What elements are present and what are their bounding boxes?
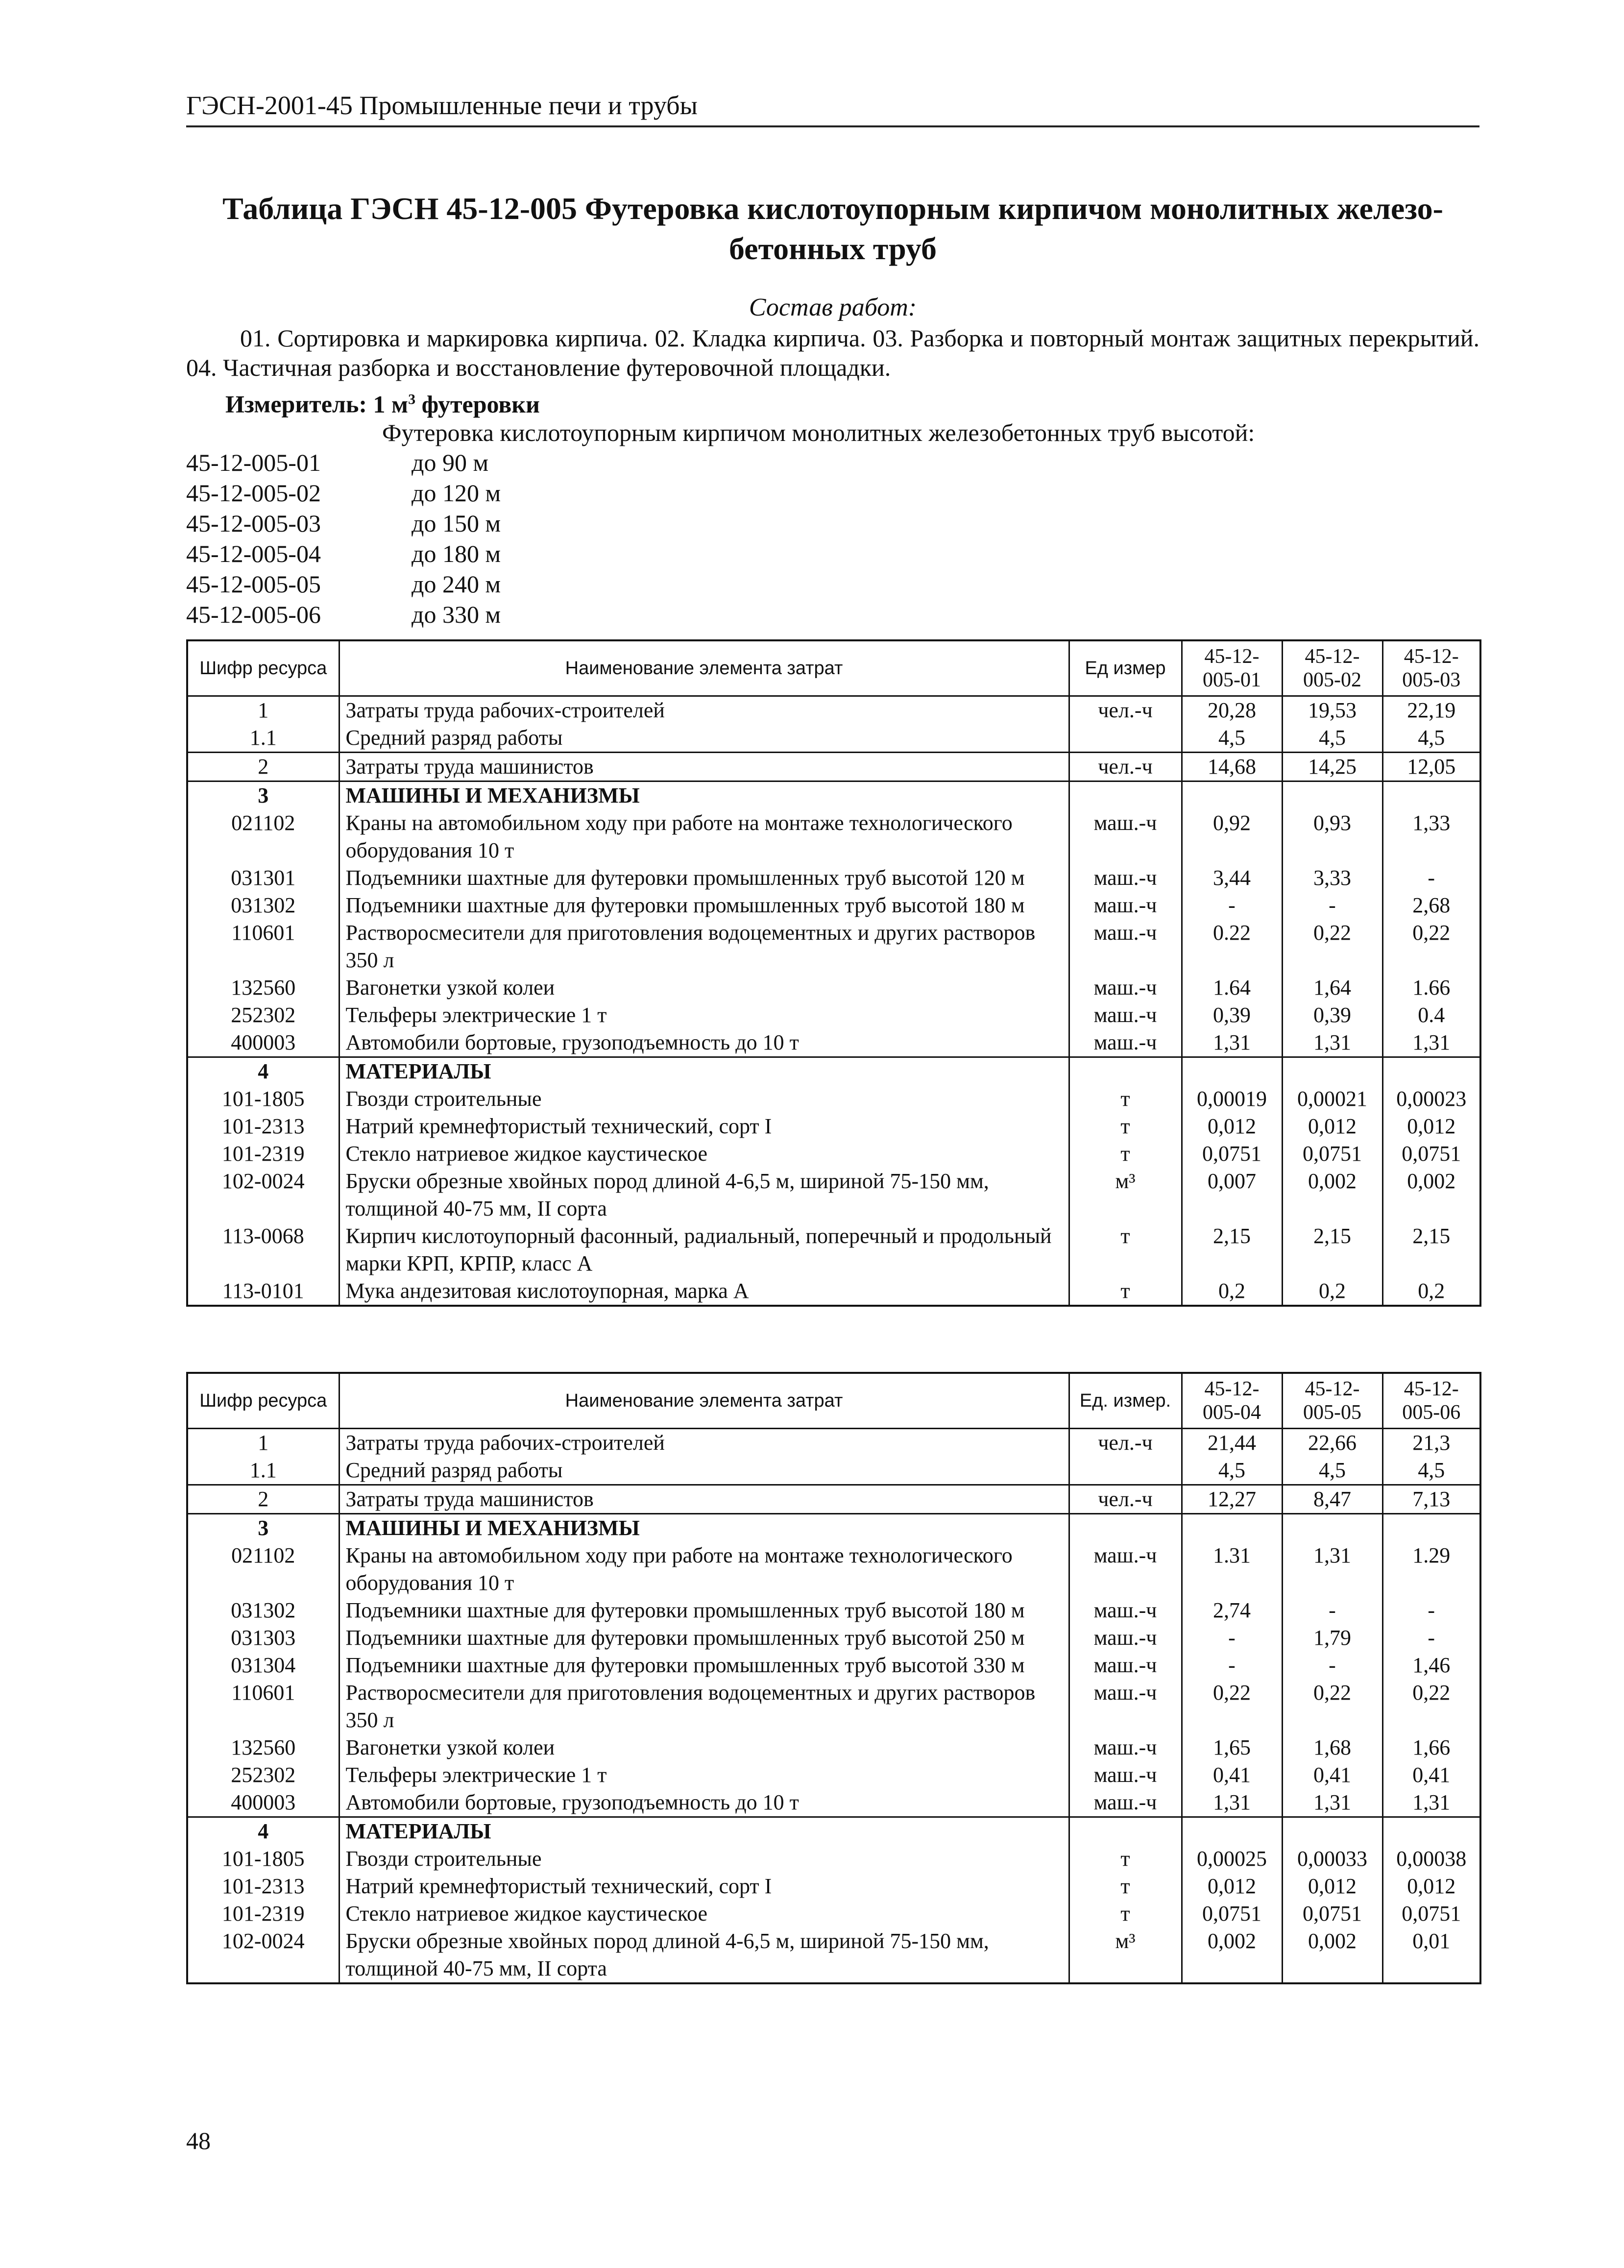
header-variant-06: 45-12-005-06	[1382, 1373, 1480, 1429]
resource-code: 2	[187, 753, 339, 781]
value-cell: 0,93	[1282, 809, 1382, 864]
table-row	[187, 1277, 1480, 1306]
resource-name: Кирпич кислотоупорный фасонный, радиальный, поперечный и продольный марки КРП, КРПР, класс А	[339, 1222, 1069, 1277]
value-cell: 0,41	[1382, 1761, 1480, 1789]
resource-code: 1	[187, 1429, 339, 1457]
variant-list	[186, 447, 501, 630]
resource-unit	[1069, 1057, 1182, 1086]
resource-unit: маш.-ч	[1069, 809, 1182, 864]
resource-code: 031302	[187, 892, 339, 919]
resource-unit: м³	[1069, 1927, 1182, 1983]
table-row	[187, 696, 1480, 725]
variant-code: 45-12-005-02	[186, 479, 321, 507]
resource-unit: маш.-ч	[1069, 1761, 1182, 1789]
variant-item	[186, 447, 501, 478]
value-cell: 4,5	[1282, 1457, 1382, 1485]
resource-unit: маш.-ч	[1069, 974, 1182, 1001]
value-cell: 1.64	[1182, 974, 1282, 1001]
variant-code: 45-12-005-03	[186, 510, 321, 537]
resource-code: 031304	[187, 1652, 339, 1679]
resource-unit: т	[1069, 1085, 1182, 1113]
resource-unit: т	[1069, 1277, 1182, 1306]
resource-unit: маш.-ч	[1069, 1734, 1182, 1761]
resource-code: 400003	[187, 1029, 339, 1057]
resource-name: Натрий кремнефтористый технический, сорт I	[339, 1873, 1069, 1900]
resource-unit: т	[1069, 1140, 1182, 1168]
table-row	[187, 1222, 1480, 1277]
value-cell	[1282, 1817, 1382, 1846]
value-cell: 3,44	[1182, 864, 1282, 892]
value-cell: 0,002	[1282, 1168, 1382, 1222]
table-row	[187, 1429, 1480, 1457]
value-cell: 0,012	[1182, 1113, 1282, 1140]
value-cell: 20,28	[1182, 696, 1282, 725]
table-row	[187, 974, 1480, 1001]
value-cell: -	[1282, 892, 1382, 919]
table-row	[187, 1817, 1480, 1846]
value-cell: 0,012	[1382, 1873, 1480, 1900]
value-cell: 4,5	[1182, 1457, 1282, 1485]
resource-unit: т	[1069, 1113, 1182, 1140]
value-cell: 0,41	[1182, 1761, 1282, 1789]
resource-code: 4	[187, 1817, 339, 1846]
header-variant-05: 45-12-005-05	[1282, 1373, 1382, 1429]
resource-unit	[1069, 1514, 1182, 1542]
value-cell	[1182, 1817, 1282, 1846]
resource-name: Бруски обрезные хвойных пород длиной 4-6,5 м, шириной 75-150 мм, толщиной 40-75 мм, II сорта	[339, 1168, 1069, 1222]
table-row	[187, 1001, 1480, 1029]
document-title-line-1: Таблица ГЭСН 45-12-005 Футеровка кислотоупорным кирпичом монолитных железо-	[222, 191, 1443, 226]
resource-unit: м³	[1069, 1168, 1182, 1222]
table-row	[187, 724, 1480, 753]
table-row	[187, 1927, 1480, 1983]
resource-name: Вагонетки узкой колеи	[339, 1734, 1069, 1761]
resource-code: 101-2319	[187, 1140, 339, 1168]
resource-name: Затраты труда рабочих-строителей	[339, 1429, 1069, 1457]
value-cell	[1382, 781, 1480, 810]
value-cell	[1182, 1514, 1282, 1542]
value-cell: -	[1282, 1597, 1382, 1624]
resource-unit: маш.-ч	[1069, 1597, 1182, 1624]
resource-unit: т	[1069, 1873, 1182, 1900]
variant-code: 45-12-005-01	[186, 449, 321, 476]
resource-name: МАШИНЫ И МЕХАНИЗМЫ	[339, 781, 1069, 810]
resource-code: 101-2313	[187, 1113, 339, 1140]
resource-name: Подъемники шахтные для футеровки промышленных труб высотой 180 м	[339, 892, 1069, 919]
resource-unit: маш.-ч	[1069, 1652, 1182, 1679]
resource-code: 1.1	[187, 724, 339, 753]
measure-label: Измеритель:	[225, 390, 367, 418]
resource-code: 031302	[187, 1597, 339, 1624]
value-cell: 0,2	[1382, 1277, 1480, 1306]
resource-unit: маш.-ч	[1069, 1001, 1182, 1029]
value-cell: 0,00033	[1282, 1845, 1382, 1873]
header-code: Шифр ресурса	[187, 1373, 339, 1429]
value-cell: 0,012	[1382, 1113, 1480, 1140]
value-cell: 1,66	[1382, 1734, 1480, 1761]
measure-value: 1 $м^3$ футеровки	[373, 390, 540, 418]
resource-name: Автомобили бортовые, грузоподъемность до 10 т	[339, 1789, 1069, 1817]
value-cell: 0,22	[1182, 1679, 1282, 1734]
value-cell	[1382, 1057, 1480, 1086]
variant-item	[186, 508, 501, 538]
resource-unit: т	[1069, 1845, 1182, 1873]
resource-name: Бруски обрезные хвойных пород длиной 4-6,5 м, шириной 75-150 мм, толщиной 40-75 мм, II сорта	[339, 1927, 1069, 1983]
value-cell: -	[1182, 892, 1282, 919]
resource-unit: чел.-ч	[1069, 1485, 1182, 1514]
resource-code: 113-0068	[187, 1222, 339, 1277]
table-2-body	[187, 1429, 1480, 1984]
table-row	[187, 1652, 1480, 1679]
table-row	[187, 753, 1480, 781]
value-cell: 0,00038	[1382, 1845, 1480, 1873]
variant-item	[186, 569, 501, 599]
resource-code: 1.1	[187, 1457, 339, 1485]
resource-name: Подъемники шахтные для футеровки промышленных труб высотой 250 м	[339, 1624, 1069, 1652]
value-cell: 4,5	[1282, 724, 1382, 753]
value-cell: 0,39	[1282, 1001, 1382, 1029]
value-cell: 14,25	[1282, 753, 1382, 781]
resource-unit: чел.-ч	[1069, 696, 1182, 725]
value-cell: 21,3	[1382, 1429, 1480, 1457]
value-cell: -	[1382, 864, 1480, 892]
value-cell: 0,22	[1382, 919, 1480, 974]
value-cell: 2,15	[1382, 1222, 1480, 1277]
header-variant-02: 45-12-005-02	[1282, 640, 1382, 696]
variant-item	[186, 538, 501, 569]
resource-unit: т	[1069, 1222, 1182, 1277]
lining-intro: Футеровка кислотоупорным кирпичом монолитных железобетонных труб высотой:	[382, 419, 1255, 446]
value-cell: -	[1182, 1652, 1282, 1679]
value-cell: 2,74	[1182, 1597, 1282, 1624]
resource-unit	[1069, 781, 1182, 810]
value-cell: -	[1182, 1624, 1282, 1652]
variant-item	[186, 478, 501, 508]
value-cell: 0,00019	[1182, 1085, 1282, 1113]
header-variant-01: 45-12-005-01	[1182, 640, 1282, 696]
value-cell: 2,15	[1182, 1222, 1282, 1277]
value-cell: 0,0751	[1182, 1140, 1282, 1168]
table-row	[187, 1029, 1480, 1057]
value-cell: 0,22	[1282, 919, 1382, 974]
resource-unit	[1069, 1817, 1182, 1846]
value-cell: 1,79	[1282, 1624, 1382, 1652]
value-cell: 0,0751	[1182, 1900, 1282, 1927]
resource-code: 101-1805	[187, 1085, 339, 1113]
value-cell: 0,002	[1382, 1168, 1480, 1222]
value-cell: 1,31	[1282, 1789, 1382, 1817]
resource-code: 031303	[187, 1624, 339, 1652]
table-row	[187, 919, 1480, 974]
resource-code: 132560	[187, 1734, 339, 1761]
resource-name: Тельферы электрические 1 т	[339, 1001, 1069, 1029]
resource-unit: маш.-ч	[1069, 1029, 1182, 1057]
resource-unit: маш.-ч	[1069, 1789, 1182, 1817]
value-cell: 4,5	[1182, 724, 1282, 753]
value-cell: 2,68	[1382, 892, 1480, 919]
value-cell: 1.66	[1382, 974, 1480, 1001]
resource-name: Краны на автомобильном ходу при работе на монтаже технологического оборудования 10 т	[339, 809, 1069, 864]
resource-code: 021102	[187, 809, 339, 864]
variant-code: 45-12-005-06	[186, 601, 321, 628]
resource-code: 031301	[187, 864, 339, 892]
resource-code: 110601	[187, 1679, 339, 1734]
table-row	[187, 1057, 1480, 1086]
value-cell: 0,22	[1382, 1679, 1480, 1734]
resource-name: Стекло натриевое жидкое каустическое	[339, 1140, 1069, 1168]
resource-name: Краны на автомобильном ходу при работе на монтаже технологического оборудования 10 т	[339, 1542, 1069, 1597]
variant-height: до 180 м	[412, 540, 501, 567]
table-row	[187, 1085, 1480, 1113]
value-cell: 0,00025	[1182, 1845, 1282, 1873]
resource-name: Натрий кремнефтористый технический, сорт I	[339, 1113, 1069, 1140]
value-cell: 0,2	[1282, 1277, 1382, 1306]
header-variant-04: 45-12-005-04	[1182, 1373, 1282, 1429]
variant-height: до 150 м	[412, 510, 501, 537]
resource-code: 3	[187, 1514, 339, 1542]
resource-code: 252302	[187, 1001, 339, 1029]
resource-code: 102-0024	[187, 1168, 339, 1222]
resource-unit: маш.-ч	[1069, 864, 1182, 892]
table-row	[187, 892, 1480, 919]
resource-unit: маш.-ч	[1069, 1542, 1182, 1597]
header-unit: Ед. измер.	[1069, 1373, 1182, 1429]
value-cell: -	[1282, 1652, 1382, 1679]
variant-item	[186, 599, 501, 630]
value-cell: 12,27	[1182, 1485, 1282, 1514]
table-row	[187, 1140, 1480, 1168]
resource-name: Растворосмесители для приготовления водоцементных и других растворов 350 л	[339, 919, 1069, 974]
resource-code: 132560	[187, 974, 339, 1001]
resource-code: 101-2319	[187, 1900, 339, 1927]
value-cell: 1,31	[1182, 1789, 1282, 1817]
value-cell: 1,46	[1382, 1652, 1480, 1679]
document-title	[186, 189, 1479, 269]
table-row	[187, 1597, 1480, 1624]
value-cell: 0,0751	[1382, 1140, 1480, 1168]
value-cell: 0.4	[1382, 1001, 1480, 1029]
value-cell: 1,33	[1382, 809, 1480, 864]
work-composition-heading: Состав работ:	[749, 293, 917, 321]
value-cell: 0,012	[1282, 1873, 1382, 1900]
table-row	[187, 1113, 1480, 1140]
resource-name: Гвозди строительные	[339, 1845, 1069, 1873]
value-cell: 0,41	[1282, 1761, 1382, 1789]
value-cell: 22,66	[1282, 1429, 1382, 1457]
variant-height: до 240 м	[412, 570, 501, 598]
resource-unit: т	[1069, 1900, 1182, 1927]
value-cell: 4,5	[1382, 1457, 1480, 1485]
header-unit: Ед измер	[1069, 640, 1182, 696]
variant-height: до 330 м	[412, 601, 501, 628]
value-cell: 7,13	[1382, 1485, 1480, 1514]
value-cell: 2,15	[1282, 1222, 1382, 1277]
variant-height: до 90 м	[412, 449, 489, 476]
value-cell: 0,012	[1182, 1873, 1282, 1900]
value-cell	[1182, 1057, 1282, 1086]
resource-name: Затраты труда рабочих-строителей	[339, 696, 1069, 725]
resource-name: МАТЕРИАЛЫ	[339, 1057, 1069, 1086]
value-cell	[1282, 1514, 1382, 1542]
resource-name: Автомобили бортовые, грузоподъемность до 10 т	[339, 1029, 1069, 1057]
resource-unit: чел.-ч	[1069, 753, 1182, 781]
value-cell: 14,68	[1182, 753, 1282, 781]
resource-name: Подъемники шахтные для футеровки промышленных труб высотой 180 м	[339, 1597, 1069, 1624]
table-row	[187, 1542, 1480, 1597]
value-cell: 1,68	[1282, 1734, 1382, 1761]
value-cell: 1,31	[1382, 1789, 1480, 1817]
resource-name: Затраты труда машинистов	[339, 753, 1069, 781]
value-cell	[1382, 1514, 1480, 1542]
resource-name: Стекло натриевое жидкое каустическое	[339, 1900, 1069, 1927]
table-row	[187, 1514, 1480, 1542]
resource-unit	[1069, 724, 1182, 753]
resource-unit: чел.-ч	[1069, 1429, 1182, 1457]
table-row	[187, 1873, 1480, 1900]
table-row	[187, 1734, 1480, 1761]
resource-unit: маш.-ч	[1069, 1624, 1182, 1652]
table-1-body	[187, 696, 1480, 1306]
value-cell: -	[1382, 1597, 1480, 1624]
header-name: Наименование элемента затрат	[339, 1373, 1069, 1429]
resource-code: 101-1805	[187, 1845, 339, 1873]
resource-code: 110601	[187, 919, 339, 974]
value-cell: 1,31	[1382, 1029, 1480, 1057]
header-code: Шифр ресурса	[187, 640, 339, 696]
resource-name: Подъемники шахтные для футеровки промышленных труб высотой 120 м	[339, 864, 1069, 892]
resource-name: Подъемники шахтные для футеровки промышленных труб высотой 330 м	[339, 1652, 1069, 1679]
resource-code: 101-2313	[187, 1873, 339, 1900]
resource-code: 2	[187, 1485, 339, 1514]
table-row	[187, 864, 1480, 892]
resource-unit	[1069, 1457, 1182, 1485]
value-cell: 0,01	[1382, 1927, 1480, 1983]
table-row	[187, 1457, 1480, 1485]
norm-table-1	[186, 639, 1481, 1307]
value-cell: 0,0751	[1282, 1900, 1382, 1927]
value-cell: 1.31	[1182, 1542, 1282, 1597]
table-row	[187, 1761, 1480, 1789]
value-cell: 0,00023	[1382, 1085, 1480, 1113]
value-cell: 1,31	[1182, 1029, 1282, 1057]
value-cell	[1282, 781, 1382, 810]
table-row	[187, 1900, 1480, 1927]
variant-code: 45-12-005-05	[186, 570, 321, 598]
value-cell	[1382, 1817, 1480, 1846]
table-row	[187, 1624, 1480, 1652]
value-cell: 1,31	[1282, 1542, 1382, 1597]
value-cell: 12,05	[1382, 753, 1480, 781]
resource-name: Тельферы электрические 1 т	[339, 1761, 1069, 1789]
variant-height: до 120 м	[412, 479, 501, 507]
value-cell: 0,012	[1282, 1113, 1382, 1140]
value-cell: 0,39	[1182, 1001, 1282, 1029]
resource-unit: маш.-ч	[1069, 892, 1182, 919]
resource-code: 252302	[187, 1761, 339, 1789]
value-cell: 22,19	[1382, 696, 1480, 725]
resource-code: 102-0024	[187, 1927, 339, 1983]
value-cell: 0,0751	[1382, 1900, 1480, 1927]
value-cell: 3,33	[1282, 864, 1382, 892]
table-row	[187, 809, 1480, 864]
table-row	[187, 1168, 1480, 1222]
resource-name: МАШИНЫ И МЕХАНИЗМЫ	[339, 1514, 1069, 1542]
work-composition-text	[186, 323, 1479, 382]
resource-code: 4	[187, 1057, 339, 1086]
value-cell: 0.22	[1182, 919, 1282, 974]
value-cell: 0,0751	[1282, 1140, 1382, 1168]
table-row	[187, 781, 1480, 810]
value-cell: 0,92	[1182, 809, 1282, 864]
table-row	[187, 1485, 1480, 1514]
resource-code: 1	[187, 696, 339, 725]
resource-name: Вагонетки узкой колеи	[339, 974, 1069, 1001]
value-cell: 4,5	[1382, 724, 1480, 753]
header-name: Наименование элемента затрат	[339, 640, 1069, 696]
resource-name: Затраты труда машинистов	[339, 1485, 1069, 1514]
resource-code: 400003	[187, 1789, 339, 1817]
value-cell: 0,002	[1182, 1927, 1282, 1983]
table-row	[187, 1789, 1480, 1817]
header-variant-03: 45-12-005-03	[1382, 640, 1480, 696]
table-row	[187, 1679, 1480, 1734]
value-cell: 1,65	[1182, 1734, 1282, 1761]
resource-name: Гвозди строительные	[339, 1085, 1069, 1113]
page-number: 48	[186, 2127, 211, 2154]
resource-code: 113-0101	[187, 1277, 339, 1306]
value-cell: 0,22	[1282, 1679, 1382, 1734]
value-cell: 0,002	[1282, 1927, 1382, 1983]
value-cell	[1282, 1057, 1382, 1086]
value-cell: 19,53	[1282, 696, 1382, 725]
variant-code: 45-12-005-04	[186, 540, 321, 567]
resource-code: 3	[187, 781, 339, 810]
work-composition-body: 01. Сортировка и маркировка кирпича. 02. Кладка кирпича. 03. Разборка и повторный монтаж защитных перекрытий. 04. Частичная разборка и восстановление футеровочной площадки.	[186, 324, 1479, 381]
resource-name: Средний разряд работы	[339, 1457, 1069, 1485]
value-cell: 0,2	[1182, 1277, 1282, 1306]
value-cell: 1,31	[1282, 1029, 1382, 1057]
table-row	[187, 1845, 1480, 1873]
resource-name: МАТЕРИАЛЫ	[339, 1817, 1069, 1846]
value-cell: 21,44	[1182, 1429, 1282, 1457]
resource-unit: маш.-ч	[1069, 919, 1182, 974]
value-cell: 1,64	[1282, 974, 1382, 1001]
measure-unit	[225, 385, 540, 419]
resource-unit: маш.-ч	[1069, 1679, 1182, 1734]
value-cell: 0,007	[1182, 1168, 1282, 1222]
resource-name: Растворосмесители для приготовления водоцементных и других растворов 350 л	[339, 1679, 1069, 1734]
resource-name: Средний разряд работы	[339, 724, 1069, 753]
document-title-line-2: бетонных труб	[729, 231, 937, 266]
value-cell: 0,00021	[1282, 1085, 1382, 1113]
norm-table-2	[186, 1372, 1481, 1984]
value-cell: 8,47	[1282, 1485, 1382, 1514]
page-header: ГЭСН-2001-45 Промышленные печи и трубы	[186, 88, 1479, 127]
resource-name: Мука андезитовая кислотоупорная, марка А	[339, 1277, 1069, 1306]
value-cell	[1182, 781, 1282, 810]
resource-code: 021102	[187, 1542, 339, 1597]
value-cell: 1.29	[1382, 1542, 1480, 1597]
value-cell: -	[1382, 1624, 1480, 1652]
